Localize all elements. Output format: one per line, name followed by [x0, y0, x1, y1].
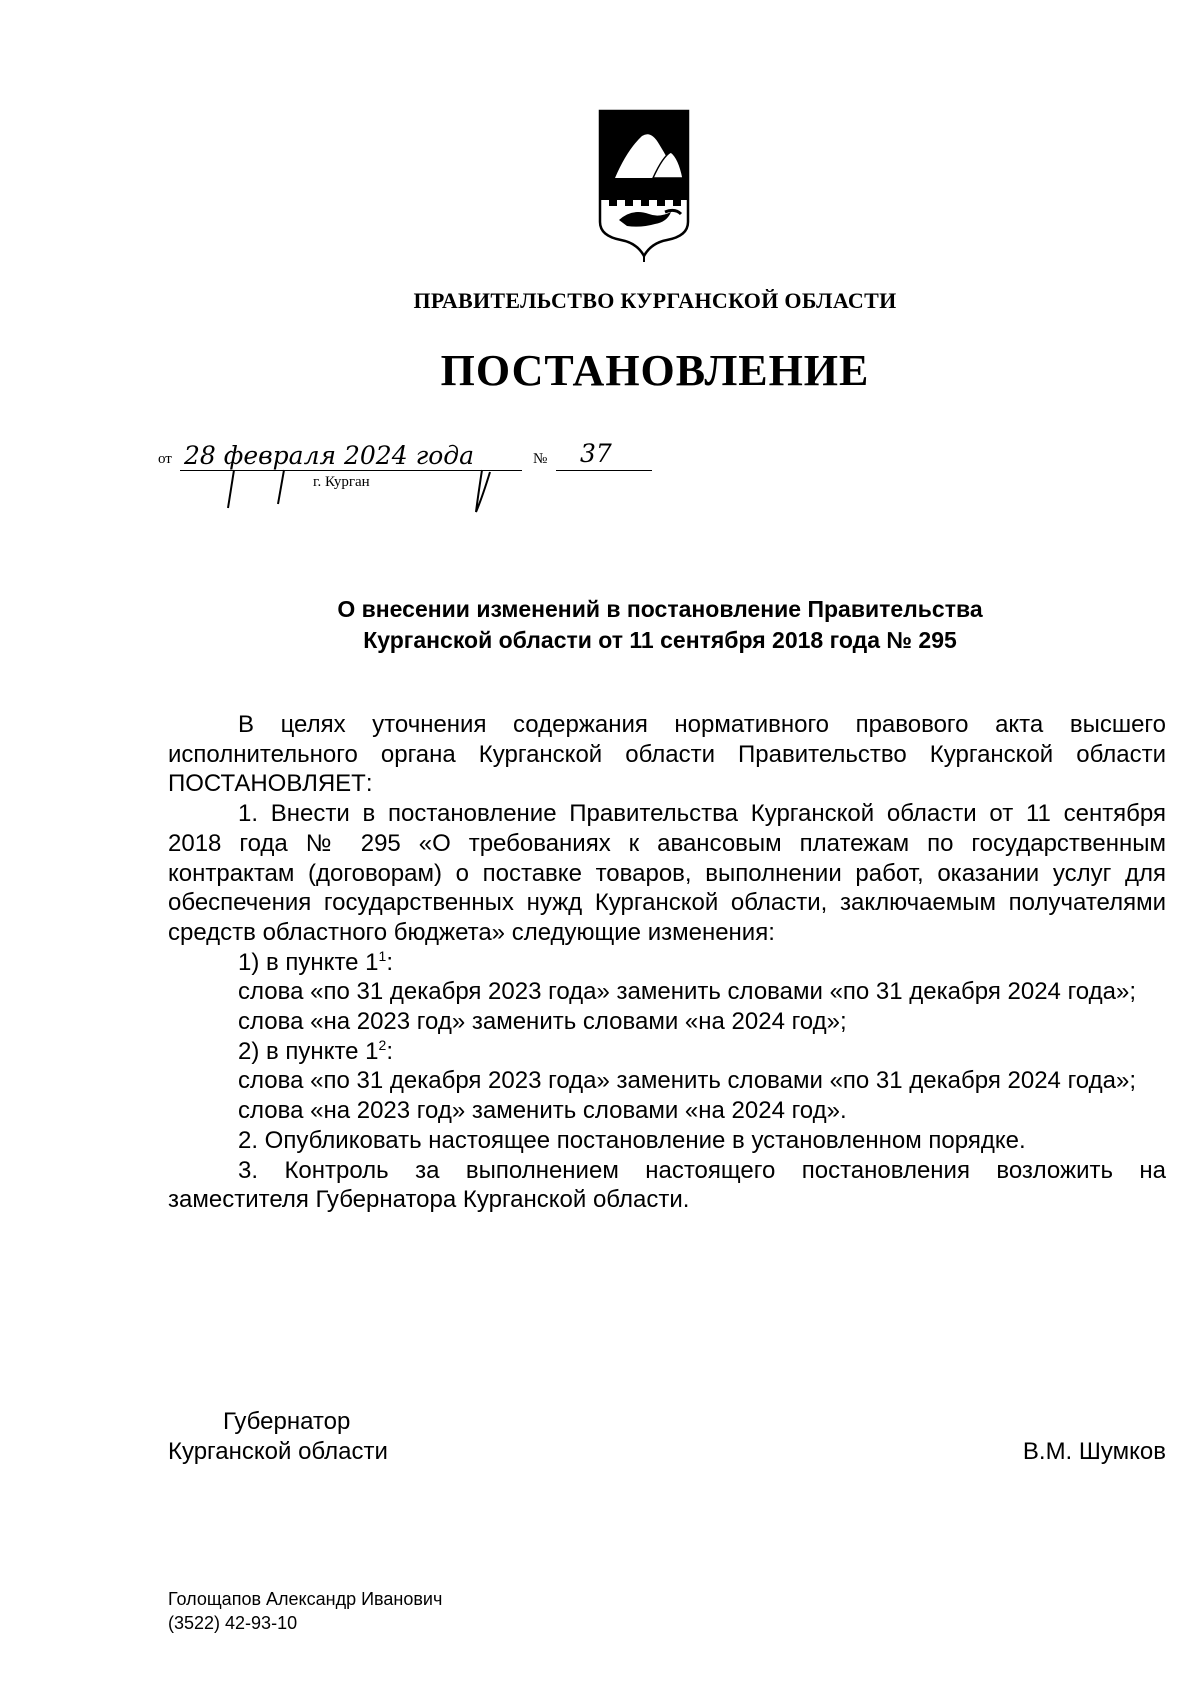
signatory-name: В.М. Шумков	[1022, 1438, 1166, 1465]
handwritten-number: 37	[580, 439, 612, 468]
date-prefix: от	[158, 451, 172, 467]
document-body	[168, 710, 1166, 1215]
city-label: г. Курган	[313, 474, 370, 490]
subitem-1-heading	[168, 948, 1166, 978]
title-line-2: Курганской области от 11 сентября 2018 года № 295	[363, 627, 957, 653]
item-1-paragraph: 1. Внести в постановление Правительства Курганской области от 11 сентября 2018 года № 295 «О требованиях к авансовым платежам по государственным контрактам (договорам) о поставке товаров, выполнении работ, оказании услуг для обеспечения государственных нужд Курганской области, заключаемым получателями средств областного бюджета» следующие изменения:	[168, 800, 1166, 946]
subitem-1-colon: :	[386, 948, 393, 976]
subitem-1-superscript: 1	[378, 947, 387, 964]
title-line-1: О внесении изменений в постановление Правительства	[337, 596, 983, 622]
subitem-1-label: 1) в пункте 1	[238, 948, 379, 976]
subitem-2-change-a: слова «по 31 декабря 2023 года» заменить словами «по 31 декабря 2024 года»;	[238, 1067, 1136, 1095]
subitem-1-change-a: слова «по 31 декабря 2023 года» заменить словами «по 31 декабря 2024 года»;	[238, 978, 1136, 1006]
number-label: №	[533, 451, 548, 467]
executor-name: Голощапов Александр Иванович	[168, 1589, 443, 1609]
subitem-2-label: 2) в пункте 1	[238, 1037, 379, 1065]
kurgan-region-coat-of-arms-icon	[597, 108, 691, 262]
subitem-2-heading	[168, 1037, 1166, 1067]
item-2-paragraph: 2. Опубликовать настоящее постановление в установленном порядке.	[238, 1126, 1026, 1154]
subitem-2-change-b: слова «на 2023 год» заменить словами «на 2024 год».	[238, 1097, 847, 1125]
organization-name: ПРАВИТЕЛЬСТВО КУРГАНСКОЙ ОБЛАСТИ	[413, 288, 897, 313]
document-title	[220, 594, 1100, 656]
handwriting-strokes	[220, 468, 500, 518]
subitem-1-change-b: слова «на 2023 год» заменить словами «на 2024 год»;	[238, 1008, 847, 1036]
document-type-heading: ПОСТАНОВЛЕНИЕ	[440, 346, 870, 395]
handwritten-date: 28 февраля 2024 года	[184, 441, 475, 470]
number-underline	[556, 470, 652, 471]
preamble-paragraph: В целях уточнения содержания нормативного правового акта высшего исполнительного органа Курганской области Правительство Курганской области ПОСТАНОВЛЯЕТ:	[168, 711, 1166, 798]
item-3-paragraph: 3. Контроль за выполнением настоящего постановления возложить на заместителя Губернатора Курганской области.	[168, 1156, 1166, 1214]
subitem-2-colon: :	[386, 1037, 393, 1065]
signatory-position-line-2: Курганской области	[168, 1438, 388, 1465]
subitem-2-superscript: 2	[378, 1036, 387, 1053]
executor-phone: (3522) 42-93-10	[168, 1613, 298, 1633]
signatory-position-line-1: Губернатор	[223, 1408, 351, 1435]
